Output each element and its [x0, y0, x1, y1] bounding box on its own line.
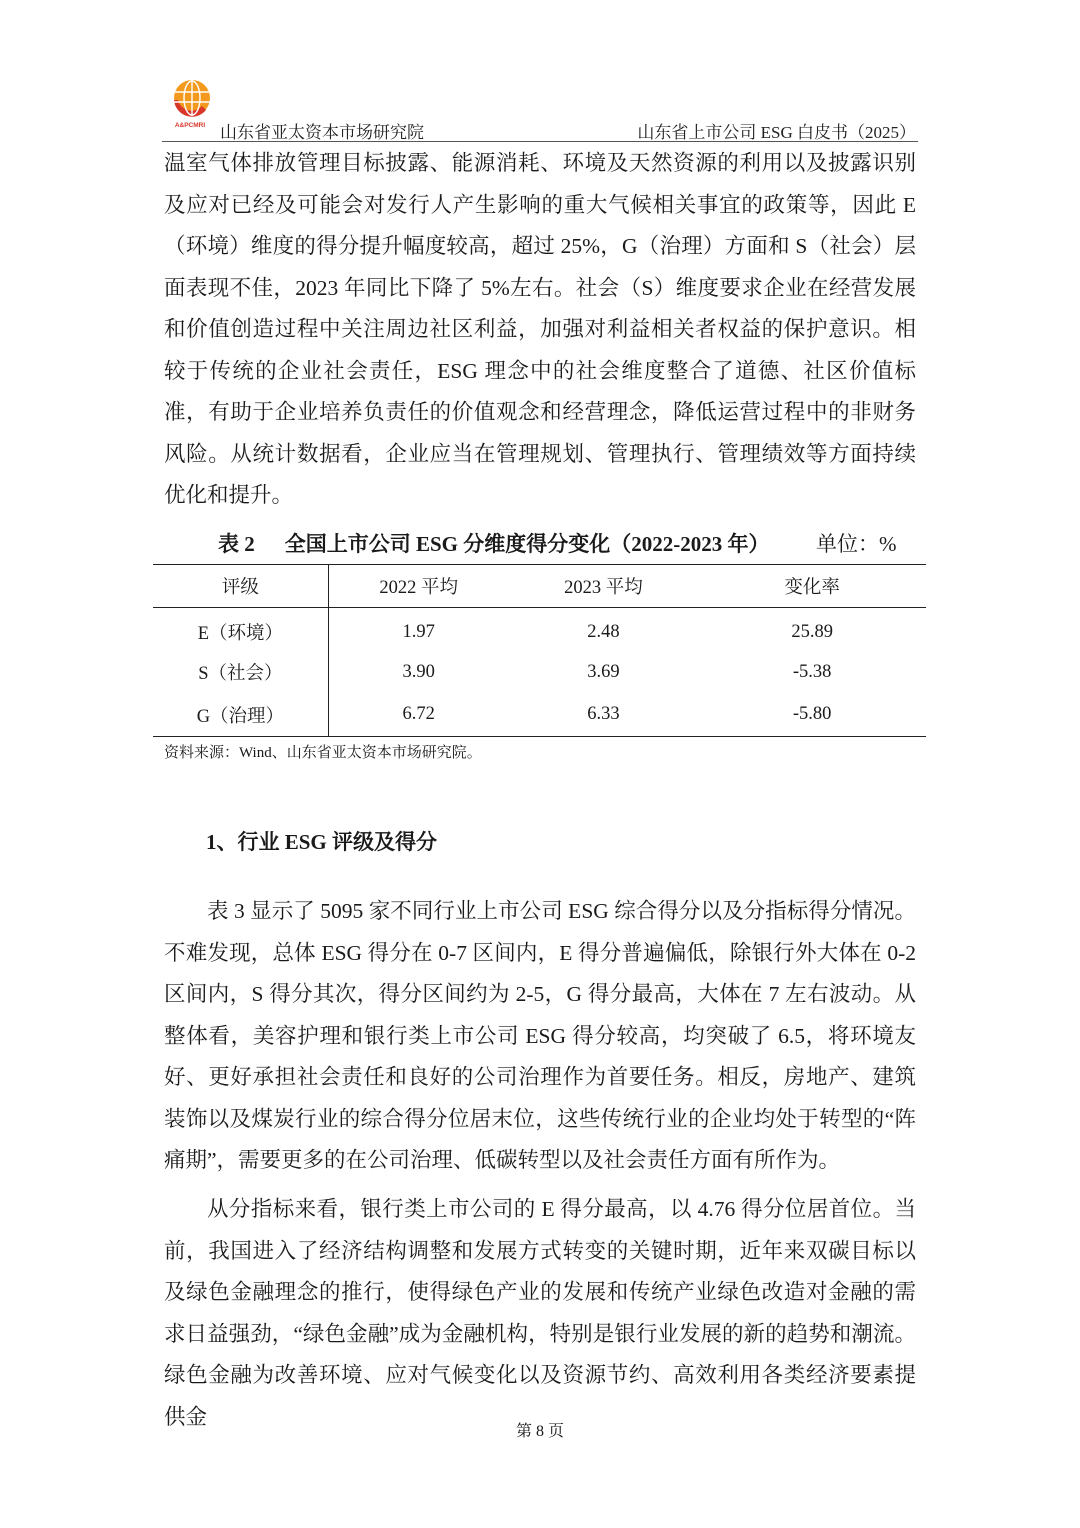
- cell-change: -5.80: [698, 694, 926, 737]
- esg-dimension-table: [153, 564, 926, 737]
- cell-2023: 3.69: [587, 661, 620, 682]
- header-institute: 山东省亚太资本市场研究院: [220, 123, 424, 142]
- cell-change: 25.89: [791, 621, 833, 642]
- table-number: 表 2: [218, 532, 255, 556]
- cell-dimension: G（治理）: [153, 694, 328, 737]
- cell-2022: 1.97: [402, 621, 435, 642]
- header-doc-title: 山东省上市公司 ESG 白皮书（2025）: [637, 123, 916, 142]
- table-caption: 全国上市公司 ESG 分维度得分变化（2022-2023 年）: [284, 532, 770, 556]
- body-paragraph-3: 从分指标来看，银行类上市公司的 E 得分最高，以 4.76 得分位居首位。当前，我国进入了经济结构调整和发展方式转变的关键时期，近年来双碳目标以及绿色金融理念的推行，使得绿色产业的发展和传统产业绿色改造对金融的需求日益强劲，“绿色金融”成为金融机构，特别是银行业发展的新的趋势和潮流。绿色金融为改善环境、应对气候变化以及资源节约、高效利用各类经济要素提供金: [164, 1197, 916, 1429]
- logo-text: A&PCMRI: [174, 122, 206, 129]
- table-row: [153, 608, 926, 651]
- page-number: 第 8 页: [515, 1423, 564, 1440]
- header-rule: [162, 141, 918, 142]
- table-source: 资料来源：Wind、山东省亚太资本市场研究院。: [164, 745, 482, 761]
- body-paragraph-2: 表 3 显示了 5095 家不同行业上市公司 ESG 综合得分以及分指标得分情况。不难发现，总体 ESG 得分在 0-7 区间内，E 得分普遍偏低，除银行外大体在 0-2 区间内，S 得分其次，得分区间约为 2-5，G 得分最高，大体在 7 左右波动。从整体看，美容护理和银行类上市公司 ESG 得分较高，均突破了 6.5，将环境友好、更好承担社会责任和良好的公司治理作为首要任务。相反，房地产、建筑装饰以及煤炭行业的综合得分位居末位，这些传统行业的企业均处于转型的“阵痛期”，需要更多的在公司治理、低碳转型以及社会责任方面有所作为。: [164, 899, 916, 1172]
- cell-dimension: S（社会）: [153, 651, 328, 694]
- cell-change: -5.38: [792, 661, 832, 682]
- col-header-rating: 评级: [153, 565, 328, 608]
- section-heading: 1、行业 ESG 评级及得分: [206, 830, 438, 854]
- table-unit: 单位：%: [816, 532, 897, 556]
- cell-2022: 3.90: [402, 661, 435, 682]
- cell-2023: 2.48: [587, 621, 620, 642]
- institute-logo: [162, 78, 218, 130]
- table-row: [153, 694, 926, 737]
- col-header-2023: 2023 平均: [509, 565, 699, 608]
- table-title: [218, 528, 770, 558]
- col-header-change: 变化率: [698, 565, 926, 608]
- cell-dimension: E（环境）: [153, 608, 328, 651]
- col-header-2022: 2022 平均: [328, 565, 508, 608]
- table-row: [153, 651, 926, 694]
- cell-2023: 6.33: [509, 694, 699, 737]
- cell-2022: 6.72: [328, 694, 508, 737]
- body-paragraph-1: 温室气体排放管理目标披露、能源消耗、环境及天然资源的利用以及披露识别及应对已经及可能会对发行人产生影响的重大气候相关事宜的政策等，因此 E（环境）维度的得分提升幅度较高，超过 25%，G（治理）方面和 S（社会）层面表现不佳，2023 年同比下降了 5%左右。社会（S）维度要求企业在经营发展和价值创造过程中关注周边社区利益，加强对利益相关者权益的保护意识。相较于传统的企业社会责任，ESG 理念中的社会维度整合了道德、社区价值标准，有助于企业培养负责任的价值观念和经营理念，降低运营过程中的非财务风险。从统计数据看，企业应当在管理规划、管理执行、管理绩效等方面持续优化和提升。: [164, 151, 916, 507]
- table-header-row: [153, 565, 926, 608]
